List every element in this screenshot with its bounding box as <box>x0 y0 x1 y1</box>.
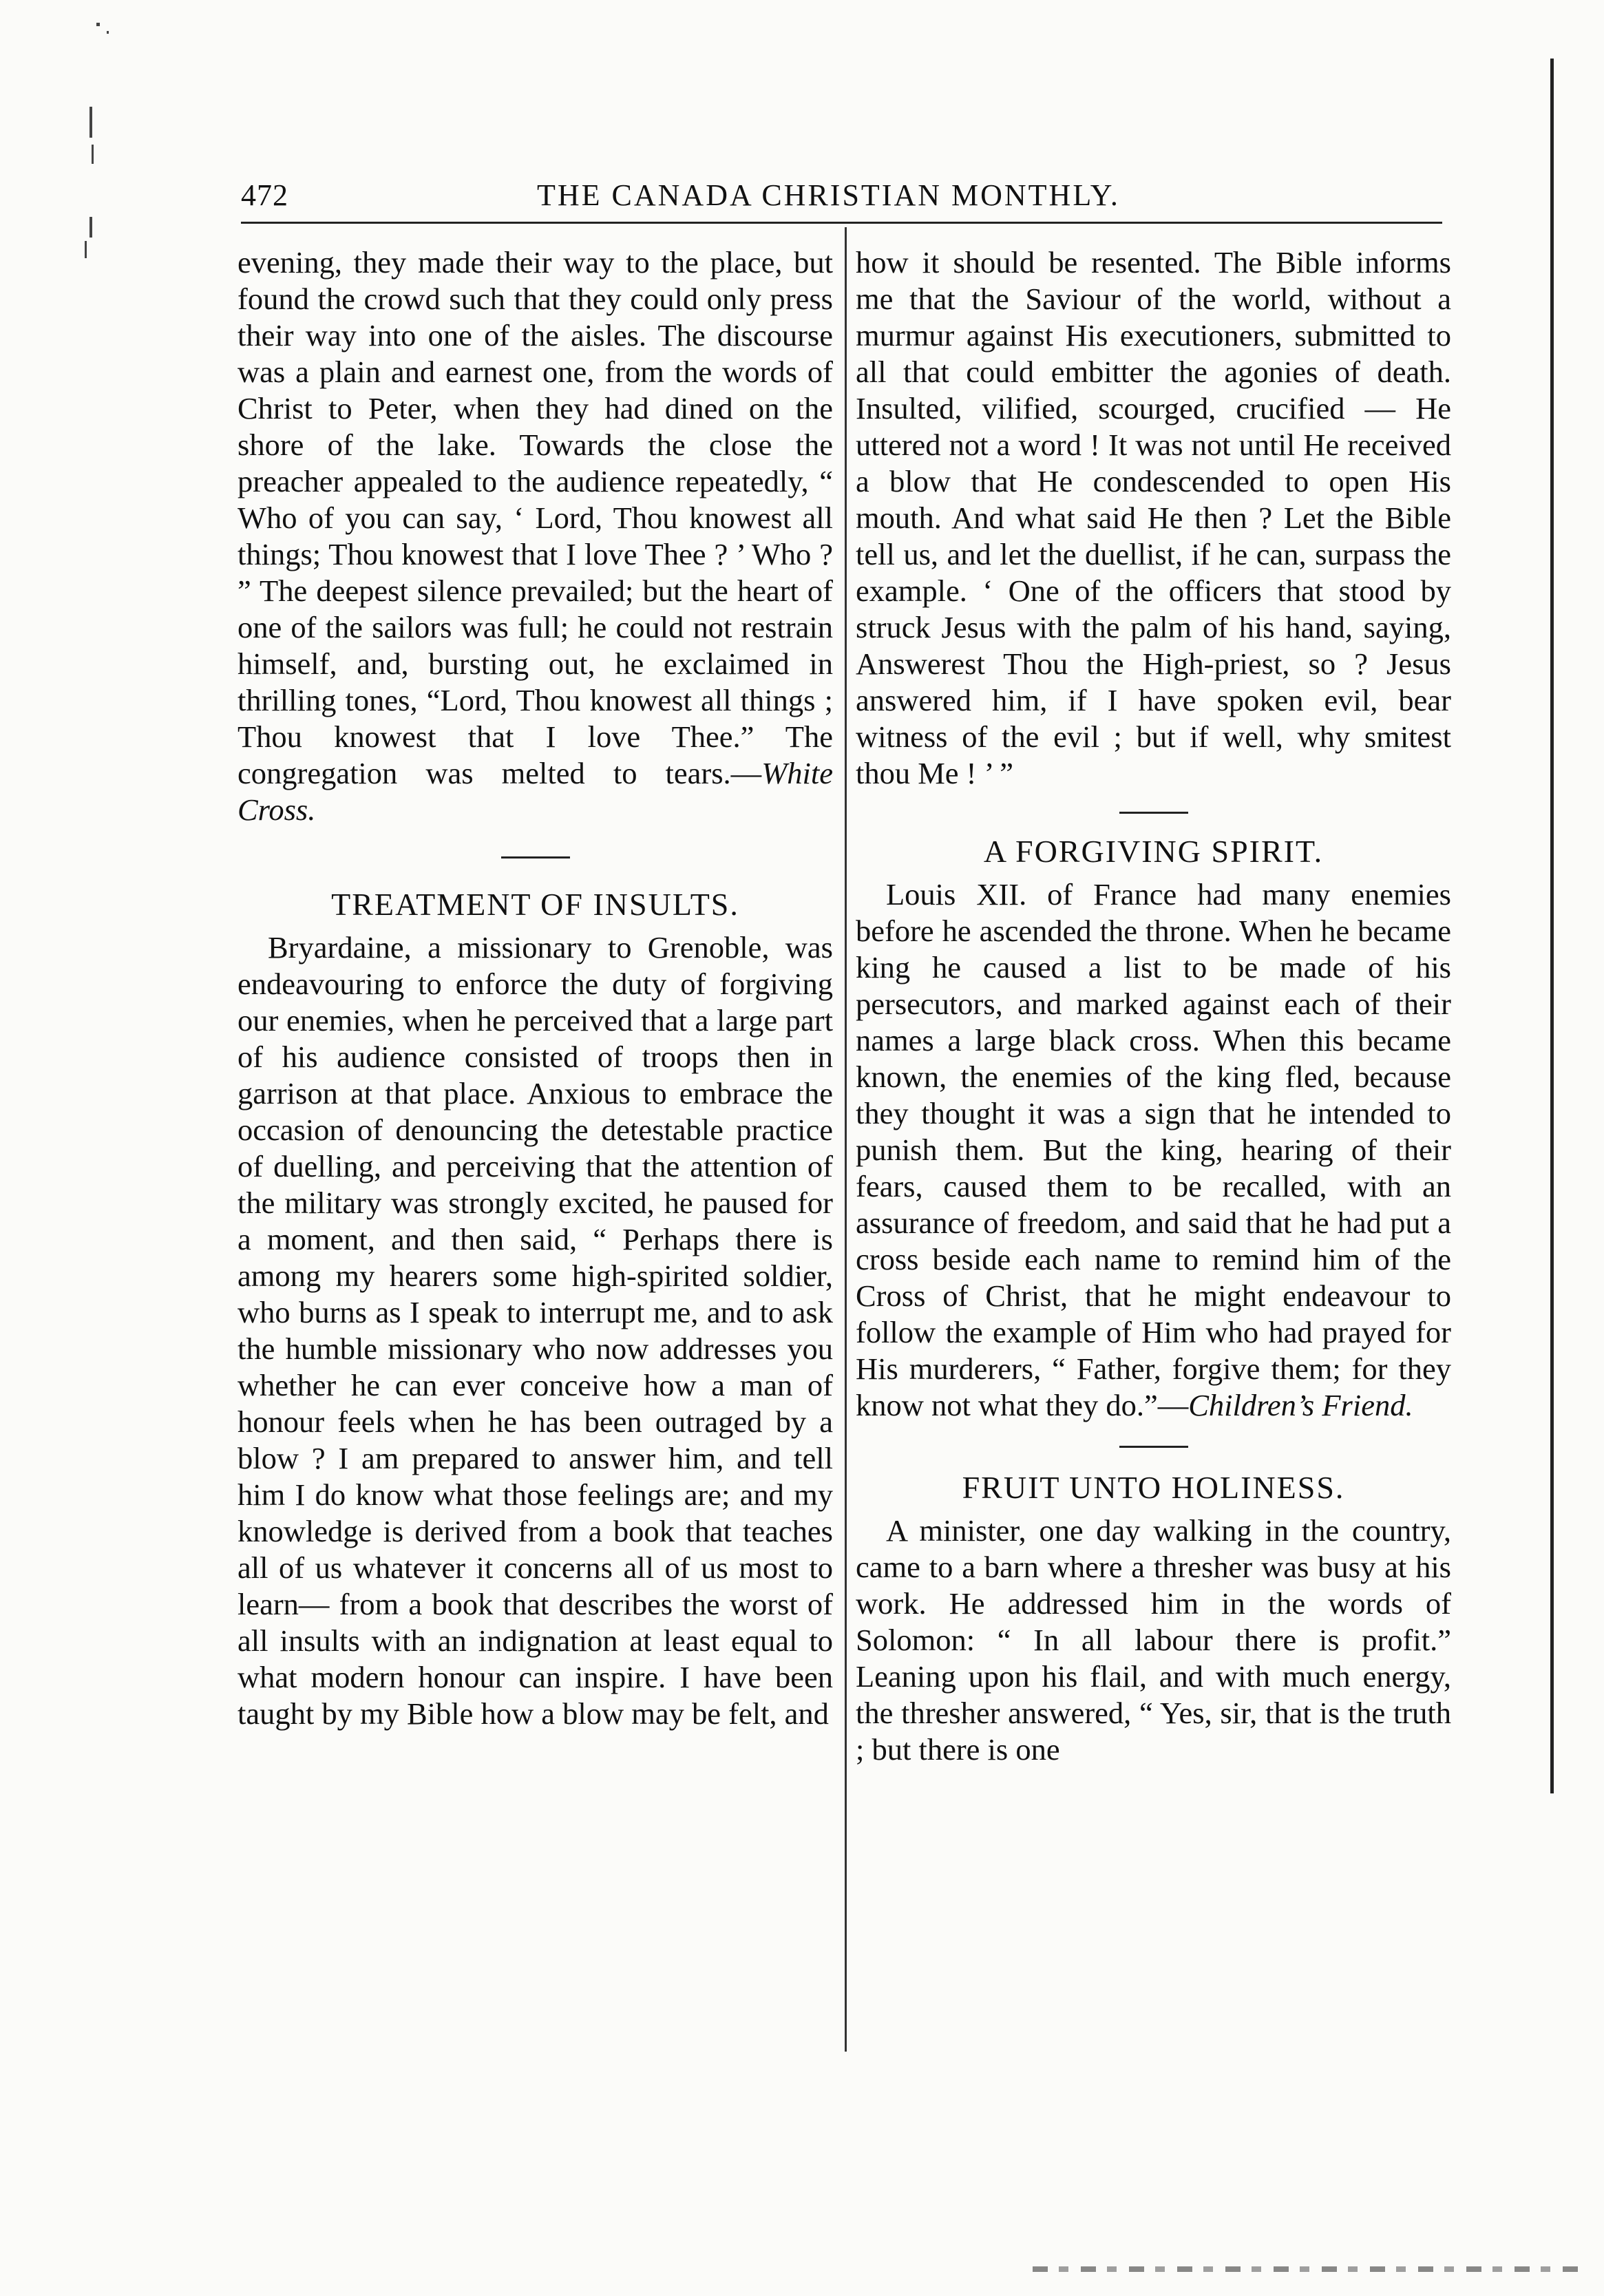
column-divider <box>845 227 847 2052</box>
binding-edge-line <box>1550 59 1554 1793</box>
margin-specks <box>72 17 127 279</box>
separator-rule <box>1119 1446 1188 1448</box>
section-body <box>856 876 1451 1424</box>
section-body: Bryardaine, a missionary to Grenoble, was endeavouring to enforce the duty of forgiving our enemies, when he perceived that a large part of his audience consisted of troops then in garrison at that place. Anxious to embrace the occasion of denouncing the detestable practice of duelling, and perceiving that the attention of the military was strongly excited, he paused for a moment, and then said, “ Perhaps there is among my hearers some high-spirited soldier, who burns as I speak to interrupt me, and to ask the humble missionary who now addresses you whether he can ever conceive how a man of honour feels when he has been outraged by a blow ? I am prepared to answer him, and tell him I do know what those feelings are; and my knowledge is derived from a book that teaches all of us whatever it concerns all of us most to learn— from a book that describes the worst of all insults with an indignation at least equal to what modern honour can inspire. I have been taught by my Bible how a blow may be felt, and <box>238 930 833 1731</box>
running-title: THE CANADA CHRISTIAN MONTHLY. <box>537 178 1120 212</box>
section-body: A minister, one day walking in the country, came to a barn where a thresher was busy at his work. He addressed him in the words of Solomon: “ In all labour there is profit.” Leaning upon his flail, and with much energy, the thresher answered, “ Yes, sir, that is the truth ; but there is one <box>856 1513 1451 1767</box>
section-separator <box>856 1424 1451 1469</box>
section-separator <box>856 792 1451 833</box>
article-continuation-text: evening, they made their way to the place, but found the crowd such that they could only press their way into one of the aisles. The discourse was a plain and earnest one, from the words of Christ to Peter, when they had dined on the shore of the lake. Towards the close the preacher appealed to the audience repeatedly, “ Who of you can say, ‘ Lord, Thou knowest all things; Thou knowest that I love Thee ? ’ Who ? ” The deepest silence prevailed; but the heart of one of the sailors was full; he could not restrain himself, and, bursting out, he exclaimed in thrilling tones, “Lord, Thou knowest all things ; Thou knowest that I love Thee.” The congregation was melted to tears.— <box>238 245 833 790</box>
section-body-continued: how it should be resented. The Bible informs me that the Saviour of the world, without a murmur against His executioners, submitted to all that could embitter the agonies of death. Insulted, vilified, scourged, crucified — He uttered not a word ! It was not until He received a blow that He condescended to open His mouth. And what said He then ? Let the Bible tell us, and let the duellist, if he can, surpass the example. ‘ One of the officers that stood by struck Jesus with the palm of his hand, saying, Answerest Thou the High-priest, so ? Jesus answered him, if I have spoken evil, bear witness of the evil ; but if well, why smitest thou Me ! ’ ” <box>856 245 1451 790</box>
header-rule <box>241 222 1442 224</box>
page-header <box>241 178 1442 226</box>
section-heading: A FORGIVING SPIRIT. <box>983 834 1324 869</box>
bottom-scan-marks <box>1033 2266 1583 2272</box>
section-body-text: Louis XII. of France had many enemies before he ascended the throne. When he became king he caused a list to be made of his persecutors, and marked against each of their names a large black cross. When this became known, the enemies of the king fled, because they thought it was a sign that he intended to punish them. But the king, hearing of their fears, caused them to be recalled, with an assurance of freedom, and said that he had put a cross beside each name to remind him of the Cross of Christ, that he might endeavour to follow the example of Him who had prayed for His murderers, “ Father, forgive them; for they know not what they do.”— <box>856 877 1451 1422</box>
separator-rule <box>1119 812 1188 814</box>
article-source: Children’s Friend. <box>1188 1388 1413 1422</box>
right-column <box>856 244 1451 1768</box>
left-column <box>238 244 833 1732</box>
article-source: White Cross. <box>238 756 833 827</box>
section-heading: FRUIT UNTO HOLINESS. <box>962 1470 1345 1505</box>
section-separator <box>238 828 833 886</box>
separator-rule <box>501 856 570 859</box>
page-number: 472 <box>241 178 288 212</box>
section-heading: TREATMENT OF INSULTS. <box>331 887 739 922</box>
article-continuation <box>238 244 833 828</box>
